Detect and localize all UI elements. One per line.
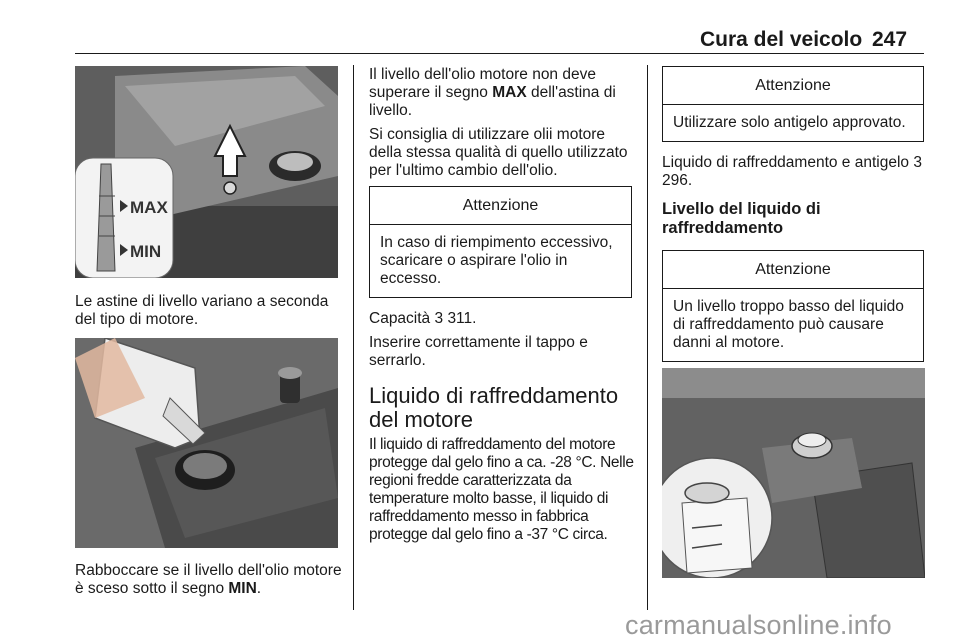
min-mark-text: MIN <box>228 580 257 597</box>
left-caption-1 <box>75 293 343 335</box>
column-divider-2 <box>647 65 648 610</box>
column-divider-1 <box>353 65 354 610</box>
coolant-reference-paragraph: Liquido di raffreddamento e antigelo 3 296. <box>662 154 922 189</box>
warning-callout-low-coolant <box>662 250 924 362</box>
min-mark-label: MIN <box>130 242 162 261</box>
dipstick-engine-illustration <box>75 66 338 278</box>
left-caption-2 <box>75 562 343 604</box>
page-number: 247 <box>872 28 908 51</box>
coolant-paragraph: Il liquido di raffreddamento del motore protegge dal gelo fino a ca. -28 °C. Nelle regioni fredde caratterizzata da temperature molto basse, il liquido di raffreddamento messo in fabbrica protegge dal gelo fino a -37 °C circa. <box>369 436 634 543</box>
watermark: carmanualsonline.info <box>625 610 892 640</box>
capacity-ref-link[interactable]: 311 <box>447 310 473 327</box>
page-header <box>0 0 960 56</box>
max-level-paragraph: Il livello dell'olio motore non deve superare il segno MAX dell'astina di livello. <box>369 66 616 119</box>
callout-body: In caso di riempimento eccessivo, scaricare o aspirare l'olio in eccesso. <box>380 234 613 287</box>
callout-title: Attenzione <box>663 251 923 289</box>
max-mark-text: MAX <box>492 84 527 101</box>
page-ref-icon: 3 <box>434 310 444 327</box>
chapter-title: Cura del veicolo <box>700 28 863 51</box>
cap-paragraph: Inserire correttamente il tappo e serrarlo. <box>369 334 588 369</box>
callout-title: Attenzione <box>370 187 631 225</box>
page-ref-icon: 3 <box>913 154 922 171</box>
warning-callout-overfill <box>369 186 632 298</box>
max-mark-label: MAX <box>130 198 168 217</box>
middle-column <box>369 66 634 550</box>
callout-body: Utilizzare solo antigelo approvato. <box>673 114 906 131</box>
coolant-ref-link[interactable]: 296 <box>662 172 688 189</box>
refill-caption: Rabboccare se il livello dell'olio motore è sceso sotto il segno MIN. <box>75 562 342 597</box>
warning-callout-antifreeze <box>662 66 924 142</box>
capacity-paragraph: Capacità 3 311. <box>369 310 477 327</box>
dipstick-caption: Le astine di livello variano a seconda del tipo di motore. <box>75 293 329 328</box>
oil-quality-paragraph: Si consiglia di utilizzare olii motore della stessa qualità di quello utilizzato per l'ultimo cambio dell'olio. <box>369 126 628 179</box>
oil-refill-illustration <box>75 338 338 548</box>
right-column <box>662 66 924 362</box>
callout-title: Attenzione <box>663 67 923 105</box>
callout-body: Un livello troppo basso del liquido di raffreddamento può causare danni al motore. <box>673 298 904 351</box>
coolant-reservoir-illustration <box>662 368 925 578</box>
header-rule <box>75 53 924 54</box>
subsection-heading-coolant-level: Livello del liquido di raffreddamento <box>662 200 821 237</box>
section-heading-coolant: Liquido di raffreddamento del motore <box>369 383 619 432</box>
